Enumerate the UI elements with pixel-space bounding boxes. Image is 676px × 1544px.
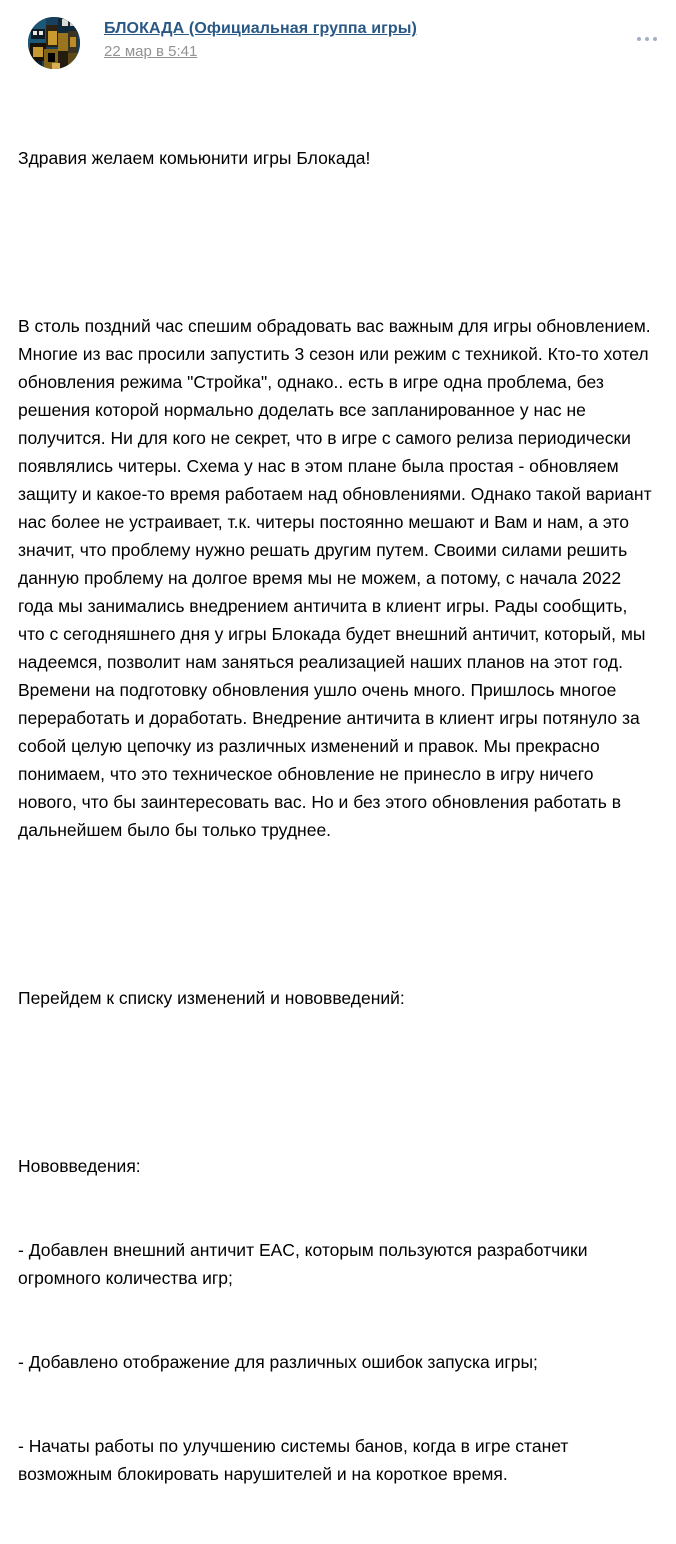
paragraph-spacer — [18, 1068, 656, 1096]
post-paragraph-main: В столь поздний час спешим обрадовать вас важным для игры обновлением. Многие из вас просили запустить 3 сезон или режим с техникой. Кто-то хотел обновления режима "Стройка", однако.. есть в игре одна проблема, без решения которой нормально доделать все запланированное у нас не получится. Ни для кого не секрет, что в игре с самого релиза периодически появлялись читеры. Схема у нас в этом плане была простая - обновляем защиту и какое-то время работаем над обновлениями. Однако такой вариант нас более не устраивает, т.к. читеры постоянно мешают и Вам и нам, а это значит, что проблему нужно решать другим путем. Своими силами решить данную проблему на долгое время мы не можем, а потому, с начала 2022 года мы занимались внедрением античита в клиент игры. Рады сообщить, что с сегодняшнего дня у игры Блокада будет внешний античит, который, мы надеемся, позволит нам заняться реализацией наших планов на этот год. Времени на подготовку обновления ушло очень много. Пришлось многое переработать и доработать. Внедрение античита в клиент игры потянуло за собой целую цепочку из различных изменений и правок. Мы прекрасно понимаем, что это техническое обновление не принесло в игру ничего нового, что бы заинтересовать вас. Но и без этого обновления работать в дальнейшем было бы только труднее. — [18, 316, 657, 840]
dot-1 — [637, 37, 641, 41]
post-list-item: - Добавлен внешний античит EAC, которым пользуются разработчики огромного количества игр; — [18, 1240, 593, 1288]
paragraph-spacer — [18, 900, 656, 928]
post-list-item: - Добавлено отображение для различных ошибок запуска игры; — [18, 1352, 538, 1372]
paragraph-spacer — [18, 228, 656, 256]
post-list-item: - Начаты работы по улучшению системы банов, когда в игре станет возможным блокировать нарушителей и на короткое время. — [18, 1436, 574, 1484]
dot-3 — [653, 37, 657, 41]
post-greeting: Здравия желаем комьюнити игры Блокада! — [18, 148, 371, 168]
post-author-block — [104, 18, 614, 62]
post-date-link[interactable]: 22 мар в 5:41 — [104, 43, 198, 60]
more-options-icon[interactable] — [632, 30, 662, 48]
post-header — [0, 0, 676, 88]
group-name-link[interactable]: БЛОКАДА (Официальная группа игры) — [104, 20, 417, 37]
post-body — [18, 88, 656, 1544]
avatar-image — [28, 17, 80, 69]
avatar[interactable] — [28, 17, 80, 69]
post-transition-line: Перейдем к списку изменений и нововведений: — [18, 988, 405, 1008]
dot-2 — [645, 37, 649, 41]
post-section-title: Нововведения: — [18, 1156, 141, 1176]
